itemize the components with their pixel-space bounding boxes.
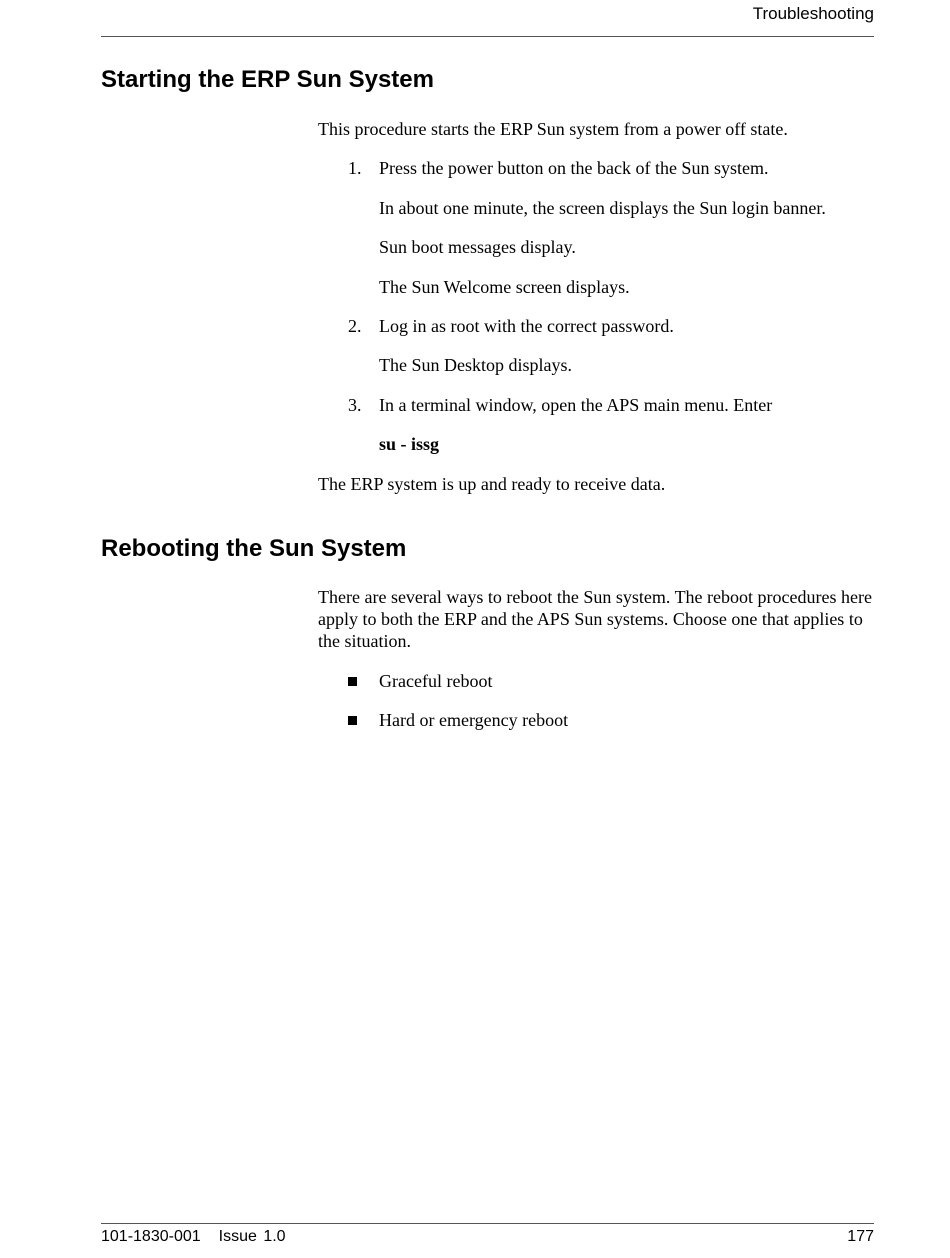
section-title-rebooting: Rebooting the Sun System (101, 535, 407, 562)
step-text: Log in as root with the correct password. (379, 316, 674, 336)
section1-conclusion: The ERP system is up and ready to receive data. (318, 474, 666, 494)
footer-doc-info (101, 1228, 286, 1246)
doc-number: 101-1830-001 (101, 1228, 201, 1245)
running-header: Troubleshooting (752, 4, 874, 23)
section-title-starting: Starting the ERP Sun System (101, 66, 434, 93)
section2-intro: There are several ways to reboot the Sun system. The reboot procedures here apply to both the ERP and the APS Sun systems. Choose one that applies to the situation. (318, 587, 872, 651)
issue-label: Issue 1.0 (218, 1228, 286, 1245)
step-number: 3. (348, 395, 362, 415)
step-result: The Sun Welcome screen displays. (379, 277, 630, 297)
step-text: In a terminal window, open the APS main menu. Enter (379, 395, 773, 415)
bullet-square-icon (348, 716, 357, 725)
footer-rule (101, 1223, 874, 1224)
bullet-square-icon (348, 677, 357, 686)
step-number: 1. (348, 158, 362, 178)
step-result: Sun boot messages display. (379, 237, 576, 257)
step-result: The Sun Desktop displays. (379, 355, 572, 375)
bullet-item: Graceful reboot (379, 671, 493, 691)
step-number: 2. (348, 316, 362, 336)
step-text: Press the power button on the back of the Sun system. (379, 158, 769, 178)
bullet-item: Hard or emergency reboot (379, 710, 569, 730)
step-result: In about one minute, the screen displays the Sun login banner. (379, 198, 826, 218)
header-rule (101, 36, 874, 37)
section1-intro: This procedure starts the ERP Sun system from a power off state. (318, 119, 788, 139)
command-text: su - issg (379, 434, 440, 454)
page-number: 177 (847, 1228, 874, 1245)
